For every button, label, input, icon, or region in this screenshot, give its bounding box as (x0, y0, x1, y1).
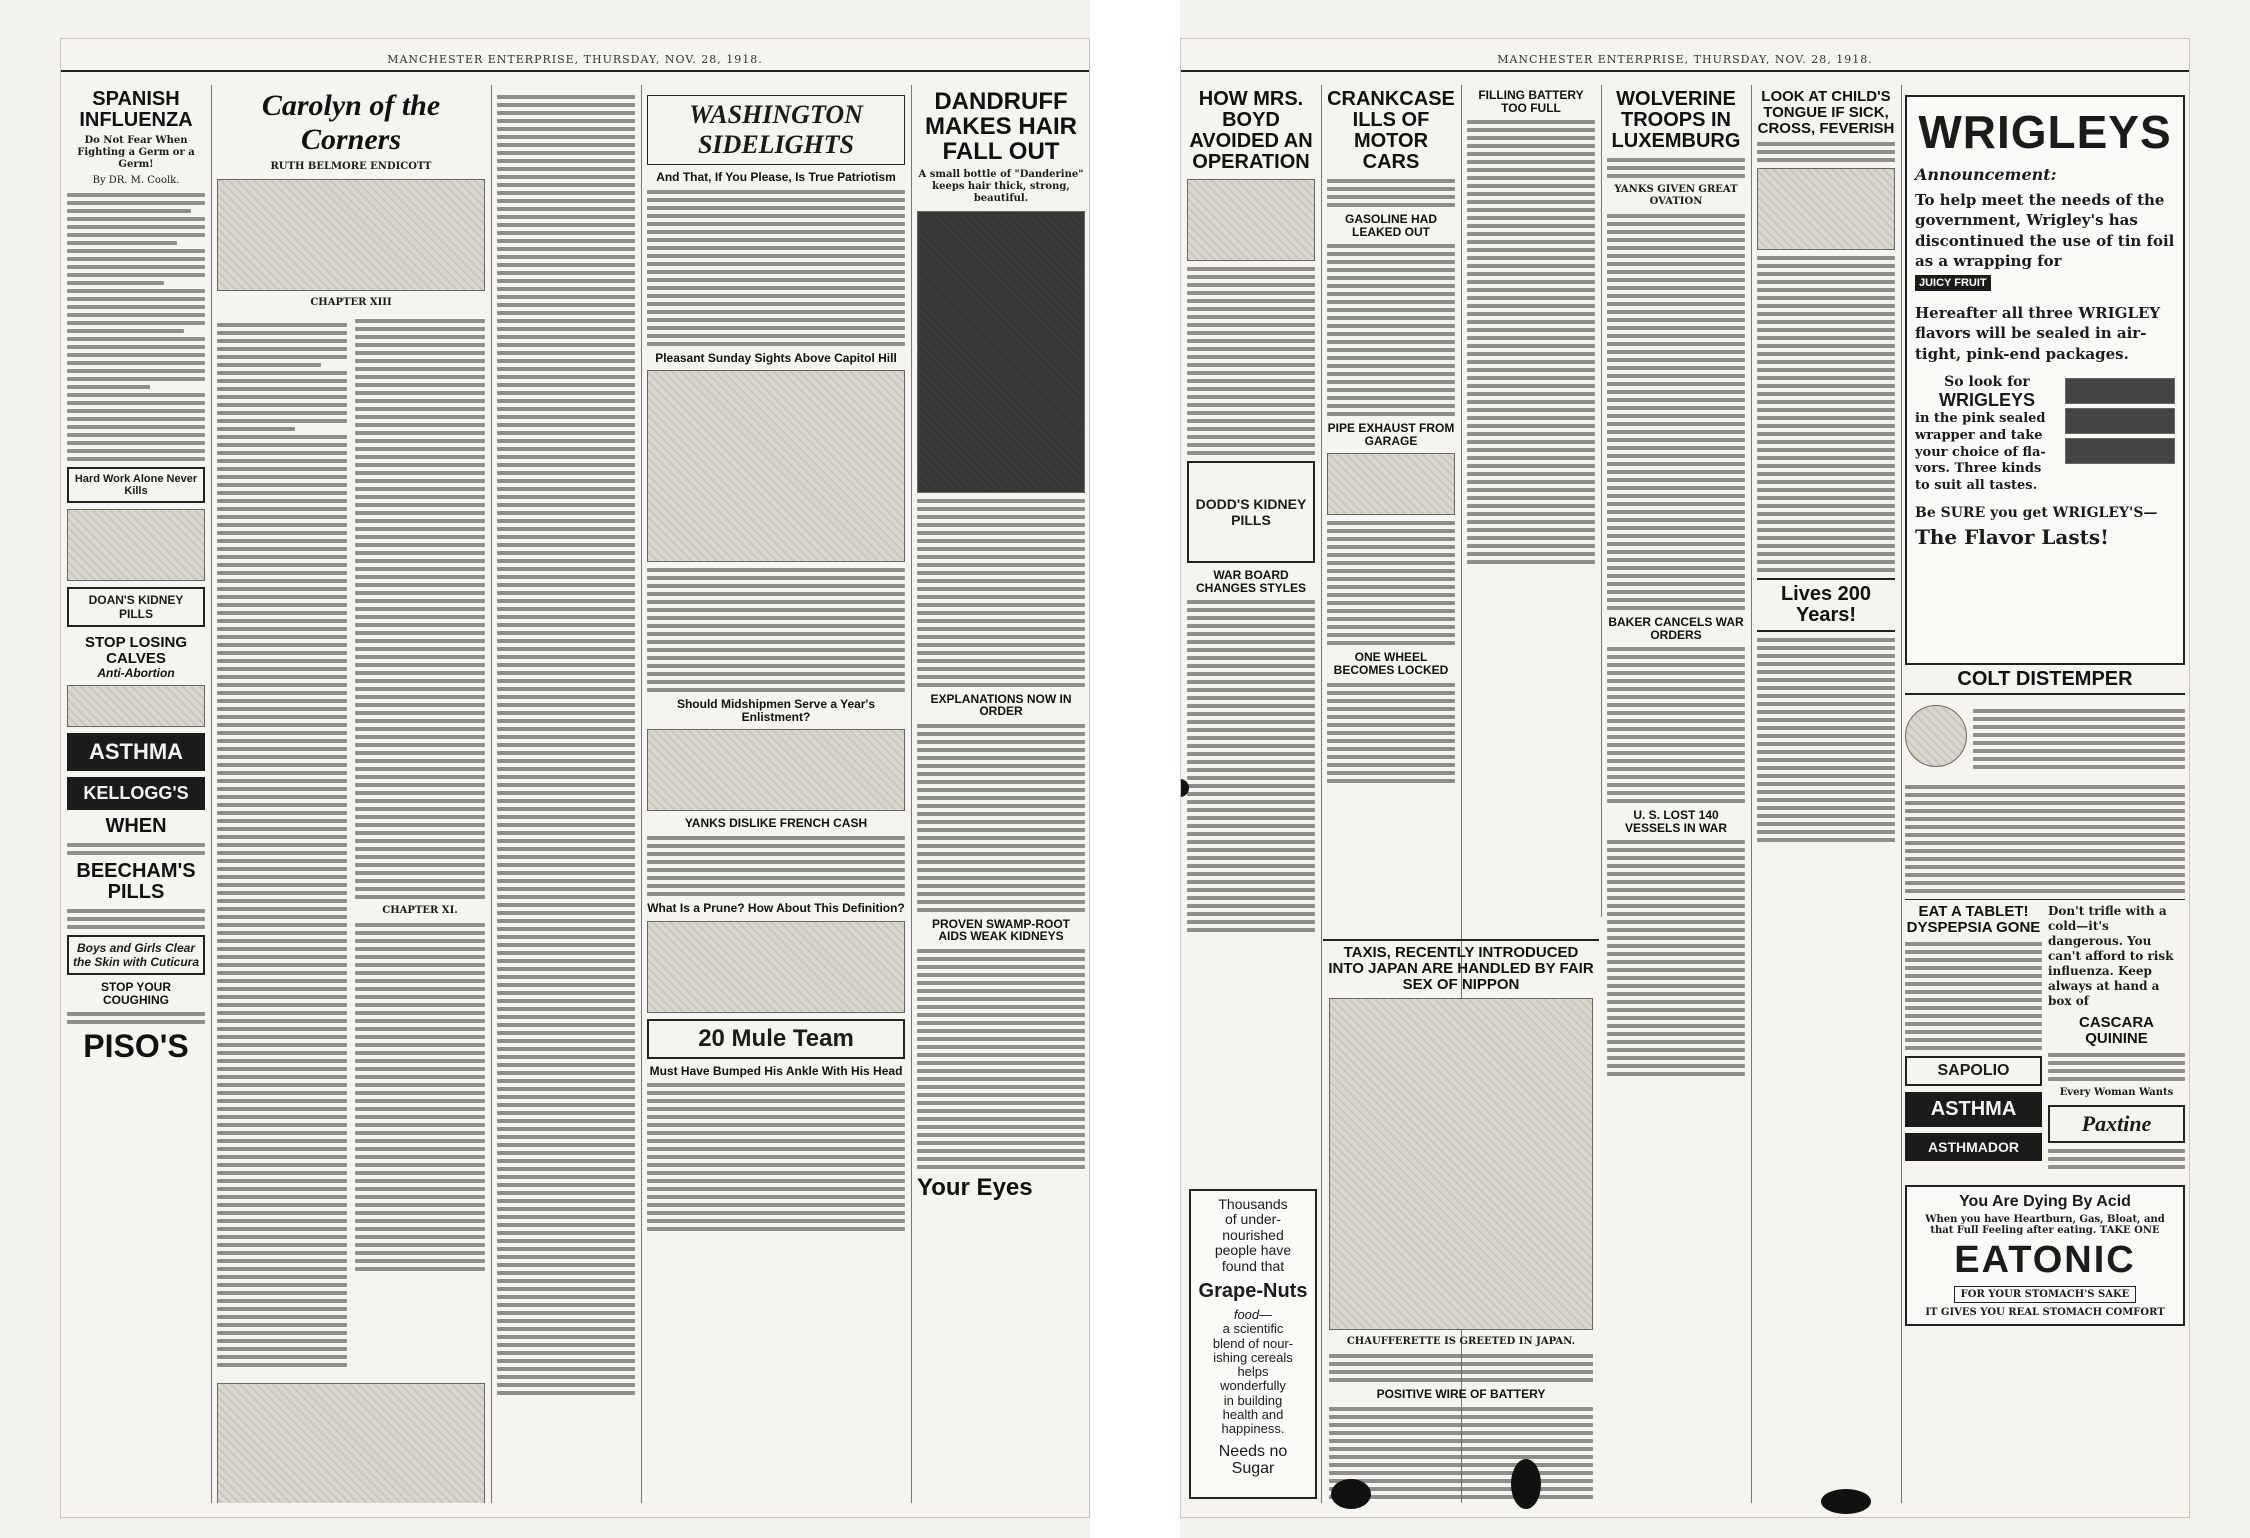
grape-nuts-line-4: people have (1214, 1242, 1292, 1259)
asthma-ad-right: ASTHMA (1905, 1092, 2042, 1127)
lives-200-years-headline: Lives 200 Years! (1757, 578, 1895, 632)
your-eyes-ad: Your Eyes (917, 1173, 1033, 1201)
column-carolyn (211, 85, 492, 1503)
asthmador-ad: ASTHMADOR (1905, 1133, 2042, 1161)
woman-long-hair-illustration (917, 211, 1085, 493)
influenza-headline: SPANISH INFLUENZA (79, 88, 193, 131)
eat-a-tablet-headline: EAT A TABLET! DYSPEPSIA GONE (1906, 903, 2041, 936)
wrigleys-be-sure: Be SURE you get WRIGLEY'S— (1915, 505, 2158, 522)
when-ad: WHEN (105, 815, 167, 838)
carolyn-chapter-2: CHAPTER XI. (382, 905, 458, 916)
masthead-left: MANCHESTER ENTERPRISE, THURSDAY, NOV. 28, 1918. (61, 53, 1089, 72)
colt-distemper-headline: COLT DISTEMPER (1905, 669, 2185, 695)
influenza-byline: By DR. M. Coolk. (92, 175, 180, 186)
gum-package-3 (2065, 438, 2175, 464)
kidney-pills-ad: DODD'S KIDNEY PILLS (1187, 461, 1315, 563)
juicy-fruit-badge: JUICY FRUIT (1915, 275, 1991, 291)
explanations-headline: EXPLANATIONS NOW IN ORDER (930, 691, 1072, 719)
abortion-ad: Anti-Abortion (97, 665, 175, 680)
column-middle-left (491, 85, 642, 1503)
eatonic-line-3: IT GIVES YOU REAL STOMACH COMFORT (1925, 1306, 2165, 1318)
gum-package-2 (2065, 408, 2175, 434)
kelloggs-ad: KELLOGG'S (67, 777, 205, 810)
abortion-ad-illustration (67, 685, 205, 727)
wrigleys-look-for: So look for (1944, 373, 2030, 390)
column-dandruff (911, 85, 1090, 1503)
doans-ad: DOAN'S KIDNEY PILLS (67, 587, 205, 627)
battery-headline: FILLING BATTERY TOO FULL (1478, 88, 1584, 115)
grape-nuts-line-14: happiness. (1221, 1421, 1285, 1437)
page-damage-spot (1331, 1479, 1371, 1509)
swamp-root-headline: PROVEN SWAMP-ROOT AIDS WEAK KIDNEYS (931, 916, 1070, 944)
mrs-boyd-portrait (1187, 179, 1315, 261)
pisos-ad: PISO'S (83, 1028, 189, 1065)
carolyn-illustration (217, 179, 485, 291)
kidneys-ad: Hard Work Alone Never Kills (67, 467, 205, 503)
paxtine-ad: Paxtine (2048, 1105, 2185, 1143)
taxis-feature (1323, 939, 1599, 1511)
exhaust-pipe-diagram (1327, 453, 1455, 515)
column-washington (641, 85, 912, 1503)
coughing-ad: STOP YOUR COUGHING (100, 980, 172, 1007)
positive-wire-headline: POSITIVE WIRE OF BATTERY (1376, 1387, 1546, 1402)
influenza-body (67, 193, 205, 461)
grape-nuts-line-12: in building (1223, 1392, 1283, 1408)
carolyn-author: RUTH BELMORE ENDICOTT (270, 161, 432, 172)
carolyn-chapter-1: CHAPTER XIII (310, 297, 392, 308)
patriotism-headline: And That, If You Please, Is True Patriotism (656, 170, 896, 184)
grape-nuts-line-3: nourished (1222, 1226, 1284, 1243)
yanks-headline: YANKS DISLIKE FRENCH CASH (684, 816, 868, 831)
page-damage-spot (1511, 1459, 1541, 1509)
prune-headline: What Is a Prune? How About This Definition? (647, 900, 905, 915)
wrigleys-body-1: To help meet the needs of the government, Wrigley's has discontinued the use of tin foil as a wrapping for (1915, 191, 2175, 270)
vessels-headline: U. S. LOST 140 VESSELS IN WAR (1624, 808, 1728, 835)
beechams-ad: BEECHAM'S PILLS (76, 860, 196, 904)
war-board-headline: WAR BOARD CHANGES STYLES (1195, 568, 1306, 595)
eatonic-line-1: You Are Dying By Acid (1959, 1192, 2131, 1210)
influenza-deck: Do Not Fear When Fighting a Germ or a Germ! (77, 135, 195, 170)
sunday-headline: Pleasant Sunday Sights Above Capitol Hill (655, 350, 897, 365)
column-battery (1461, 85, 1602, 917)
middle-left-body (497, 95, 635, 1395)
ankle-headline: Must Have Bumped His Ankle With His Head (649, 1063, 903, 1078)
sapolio-ad: SAPOLIO (1905, 1056, 2042, 1086)
newspaper-page-left (60, 38, 1090, 1518)
midshipmen-headline: Should Midshipmen Serve a Year's Enlistment? (676, 697, 876, 724)
mother-child-illustration (1757, 168, 1895, 250)
grape-nuts-line-5: found that (1221, 1257, 1285, 1274)
column-influenza (61, 85, 212, 1503)
eatonic-ad (1905, 1185, 2185, 1326)
ovation-deck: YANKS GIVEN GREAT OVATION (1614, 184, 1738, 207)
grape-nuts-line-9: ishing cereals (1213, 1349, 1293, 1365)
eatonic-tag: FOR YOUR STOMACH'S SAKE (1954, 1286, 2137, 1303)
paxtine-tag: Every Woman Wants (2059, 1086, 2174, 1098)
column-wolverine (1601, 85, 1752, 1503)
prune-illustration (647, 921, 905, 1013)
cuticura-ad: Boys and Girls Clear the Skin with Cuticura (67, 935, 205, 975)
grape-nuts-line-8: blend of nour- (1212, 1335, 1294, 1351)
boyd-headline: HOW MRS. BOYD AVOIDED AN OPERATION (1189, 88, 1313, 173)
wrigleys-ad (1905, 95, 2185, 665)
carolyn-cartoon (217, 1383, 485, 1503)
carolyn-title: Carolyn of the Corners (261, 89, 441, 156)
capitol-hill-illustration (647, 370, 905, 562)
carolyn-body-b (355, 319, 485, 899)
mule-team-ad: 20 Mule Team (647, 1019, 905, 1059)
carolyn-body-a (217, 319, 347, 1371)
grape-nuts-line-11: wonderfully (1220, 1378, 1286, 1394)
page-gutter (1090, 0, 1180, 1538)
column-lower-right (1905, 669, 2185, 1509)
colt-distemper-seal (1905, 705, 1967, 767)
grape-nuts-brand: Grape-Nuts (1198, 1279, 1308, 1302)
midshipmen-illustration (647, 729, 905, 811)
asthma-ad: ASTHMA (67, 733, 205, 771)
grape-nuts-line-1: Thousands (1218, 1196, 1288, 1212)
grape-nuts-line-16: Sugar (1231, 1460, 1275, 1478)
newspaper-page-right (1180, 38, 2190, 1518)
baker-headline: BAKER CANCELS WAR ORDERS (1608, 615, 1744, 642)
cascara-quinine: CASCARA QUININE (2079, 1014, 2154, 1047)
tongue-headline: LOOK AT CHILD'S TONGUE IF SICK, CROSS, FEVERISH (1757, 88, 1895, 137)
grape-nuts-ad (1189, 1189, 1317, 1499)
eatonic-brand: EATONIC (1954, 1238, 2136, 1281)
gasoline-headline: GASOLINE HAD LEAKED OUT (1344, 212, 1437, 239)
masthead-right: MANCHESTER ENTERPRISE, THURSDAY, NOV. 28, 1918. (1181, 53, 2189, 72)
dandruff-deck: A small bottle of "Danderine" keeps hair thick, strong, beautiful. (918, 168, 1084, 204)
grape-nuts-line-10: helps (1237, 1364, 1269, 1380)
dandruff-headline: DANDRUFF MAKES HAIR FALL OUT (924, 88, 1077, 166)
wrigleys-body-3: in the pink sealed wrapper and take your choice of fla-vors. Three kinds to suit all tastes. (1915, 410, 2046, 494)
column-tongue (1751, 85, 1902, 1503)
grape-nuts-line-13: health and (1222, 1407, 1284, 1423)
taxis-headline: TAXIS, RECENTLY INTRODUCED INTO JAPAN ARE HANDLED BY FAIR SEX OF NIPPON (1328, 944, 1594, 993)
wolverine-headline: WOLVERINE TROOPS IN LUXEMBURG (1611, 88, 1741, 152)
washington-banner: WASHINGTON SIDELIGHTS (647, 95, 905, 165)
wrigleys-body-2: Hereafter all three WRIGLEY flavors will be sealed in air-tight, pink-end packages. (1915, 304, 2161, 363)
crankcase-headline: CRANKCASE ILLS OF MOTOR CARS (1327, 88, 1455, 173)
wrigleys-brand: WRIGLEYS (1918, 106, 2172, 158)
grape-nuts-line-15: Needs no (1218, 1442, 1288, 1460)
kidneys-ad-illustration (67, 509, 205, 581)
eatonic-line-2: When you have Heartburn, Gas, Bloat, and that Full Feeling after eating. TAKE ONE (1925, 1213, 2165, 1236)
wrigleys-announcement: Announcement: (1915, 165, 2057, 184)
exhaust-headline: PIPE EXHAUST FROM GARAGE (1327, 421, 1455, 448)
wrigleys-brand-2: WRIGLEYS (1938, 389, 2035, 410)
grape-nuts-line-2: of under- (1224, 1211, 1282, 1228)
wheel-headline: ONE WHEEL BECOMES LOCKED (1333, 650, 1449, 677)
gum-package-1 (2065, 378, 2175, 404)
gum-packages (2059, 374, 2175, 495)
japanese-chauffeurette-photo (1329, 998, 1593, 1330)
calves-ad: STOP LOSING CALVES (85, 634, 187, 667)
grape-nuts-line-6: food— (1233, 1306, 1273, 1322)
page-damage-spot (1821, 1489, 1871, 1514)
taxis-caption: CHAUFFERETTE IS GREETED IN JAPAN. (1346, 1336, 1576, 1348)
cold-warning: Don't trifle with a cold—it's dangerous. You can't afford to risk influenza. Keep always at hand a box of (2048, 904, 2174, 1008)
grape-nuts-line-7: a scientific (1222, 1321, 1284, 1337)
wrigleys-flavor-lasts: The Flavor Lasts! (1915, 525, 2109, 550)
